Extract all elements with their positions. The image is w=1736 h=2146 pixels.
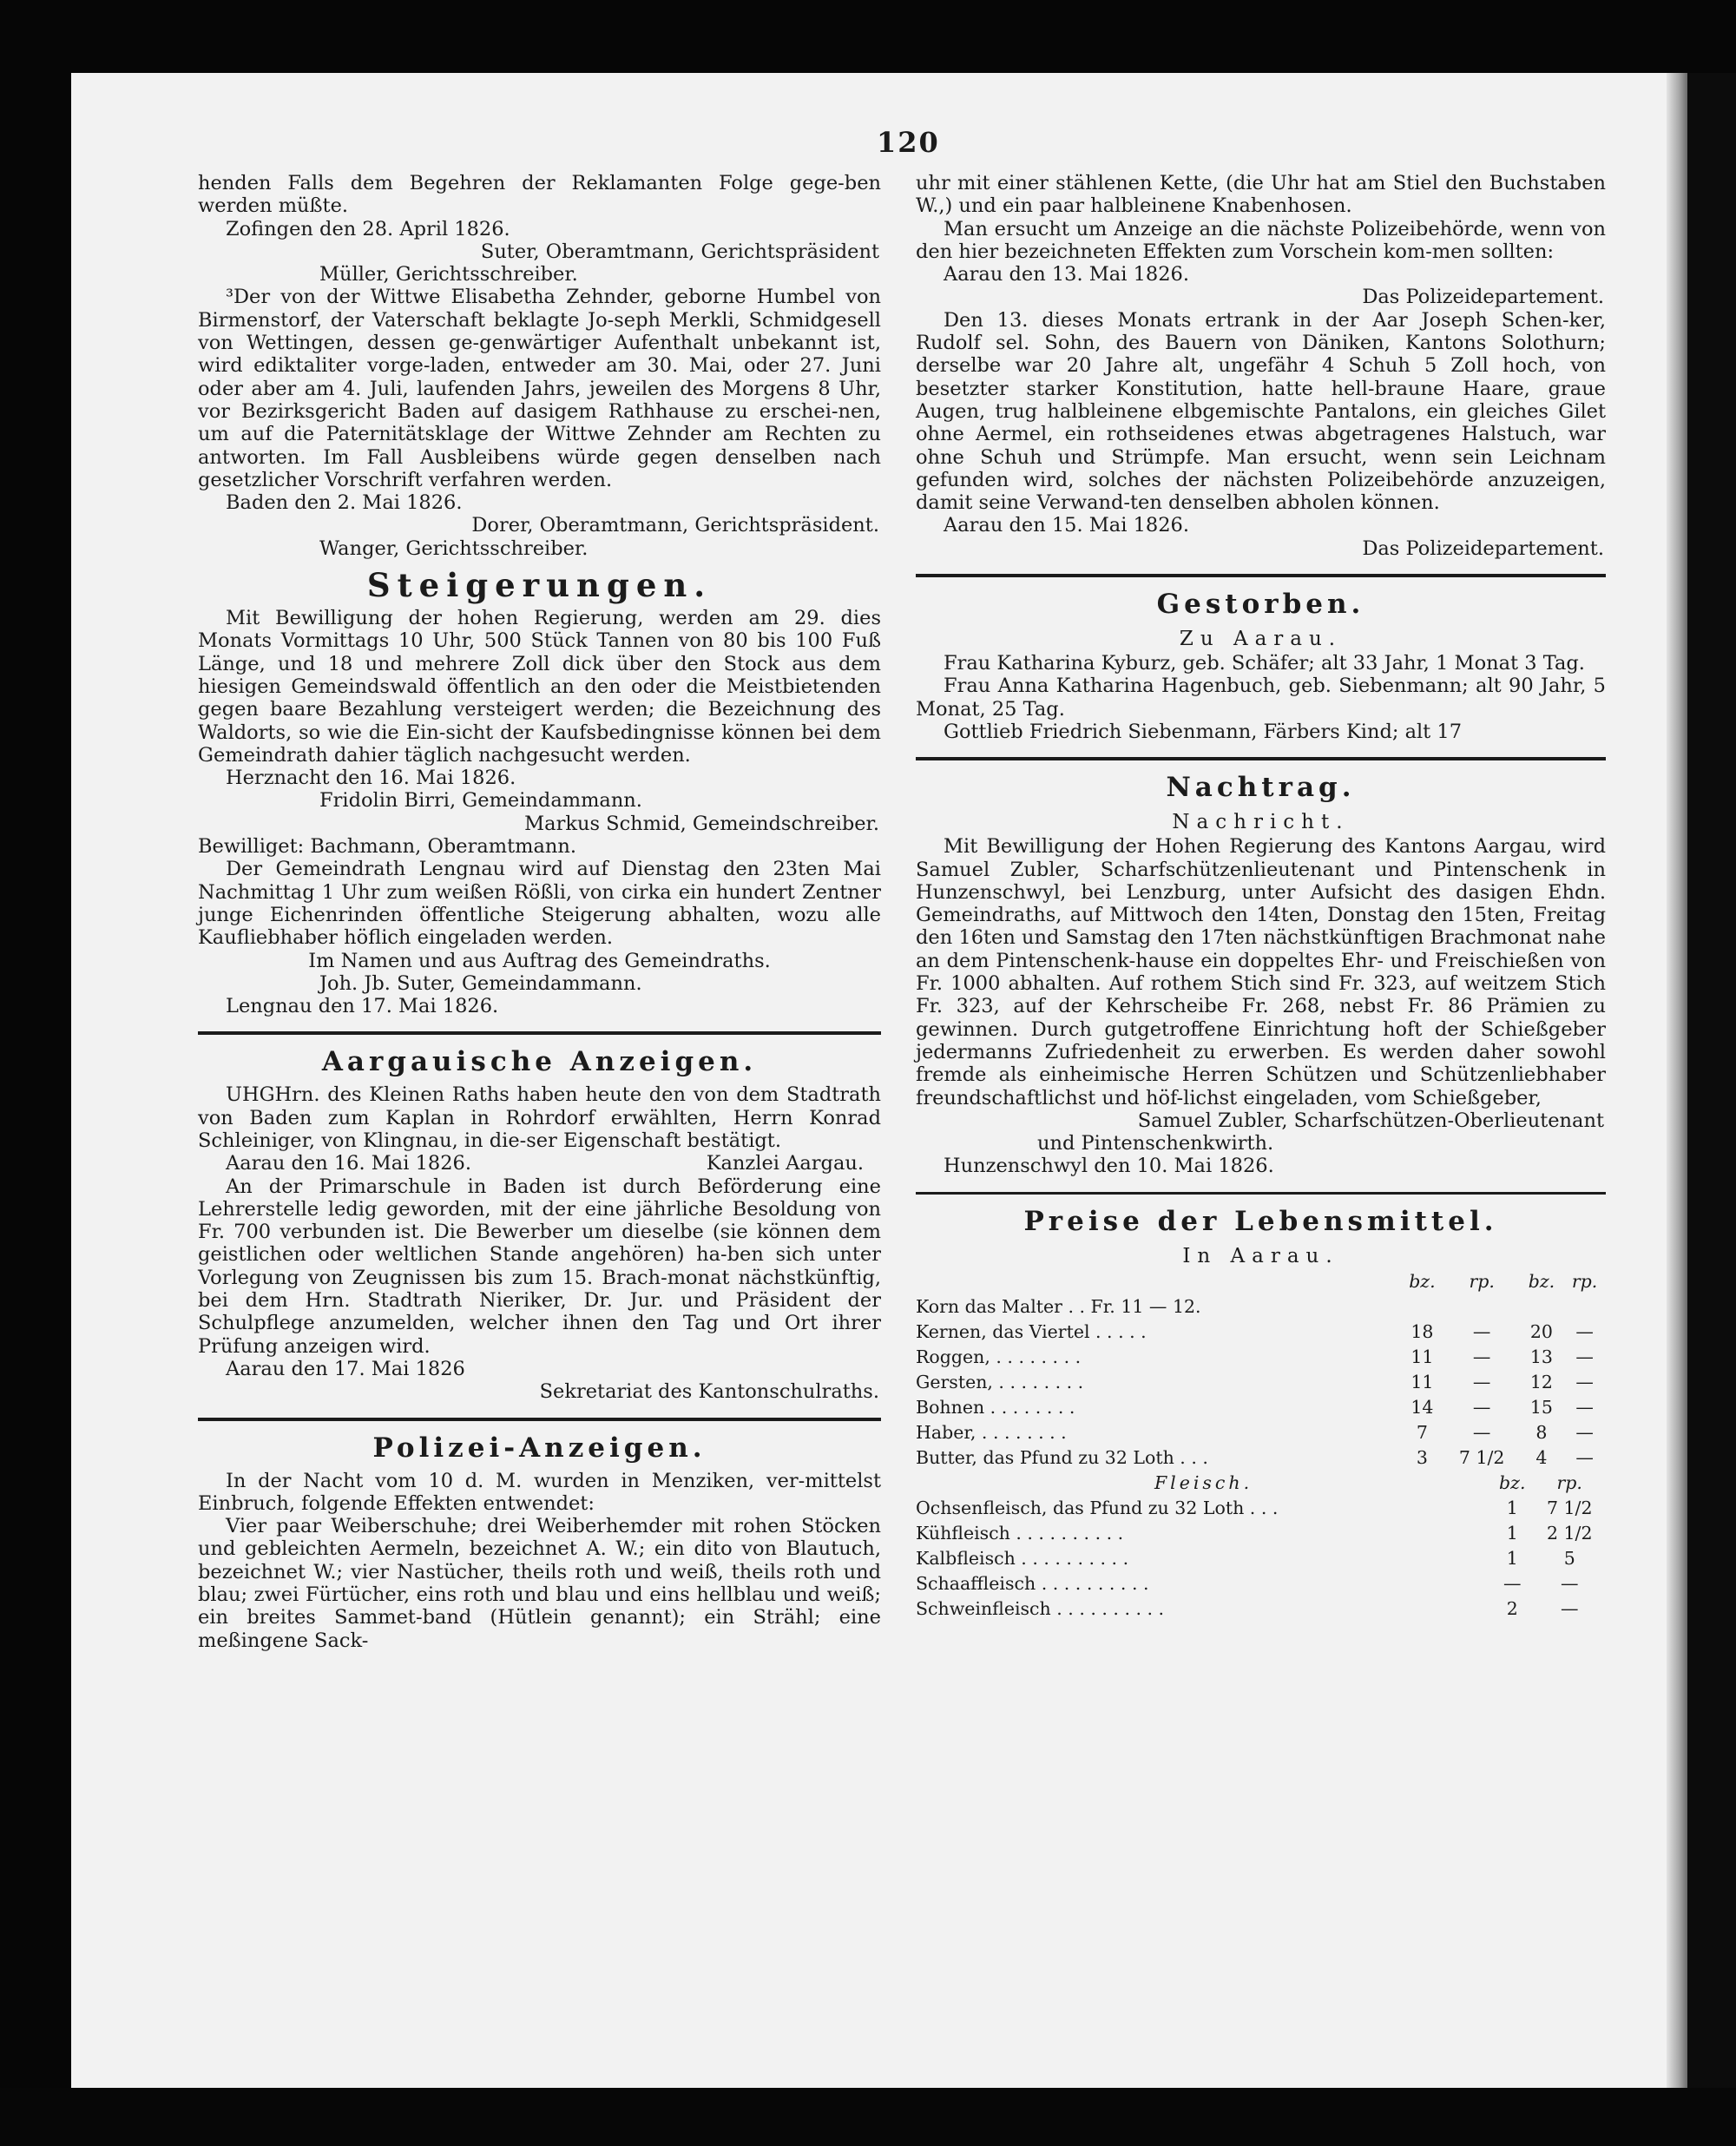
signature: Markus Schmid, Gemeindschreiber. [524,812,879,835]
death-notice: Frau Katharina Kyburz, geb. Schäfer; alt 33 Jahr, 1 Monat 3 Tag. [944,652,1585,675]
table-row [916,1445,1606,1471]
paragraph: uhr mit einer stählenen Kette, (die Uhr hat am Stiel den Buchstaben W.,) und ein paar halbleinene Knabenhosen. [916,172,1606,218]
signature: Müller, Gerichtsschreiber. [319,263,578,286]
page-fold-shadow [1667,73,1687,2088]
table-cell [1400,1294,1443,1320]
paragraph: henden Falls dem Begehren der Reklamanten Folge gege-ben werden müßte. [198,172,881,218]
table-cell: Butter, das Pfund zu 32 Loth . . . [916,1446,1208,1468]
table-cell: — [1472,1421,1491,1443]
table-cell: — [1503,1572,1522,1594]
subheading: Zu Aarau. [1179,628,1343,651]
table-cell: 4 [1535,1446,1548,1468]
paragraph: UHGHrn. des Kleinen Raths haben heute den von dem Stadtrath von Baden zum Kaplan in Rohrdorf erwählten, Herrn Konrad Schleiniger, von Klingnau, in die-ser Eigenschaft bestätigt. [198,1083,881,1152]
table-cell: 18 [1410,1320,1434,1342]
table-cell: — [1472,1371,1491,1392]
table-cell: — [1575,1371,1594,1392]
table-cell: Ochsenfleisch, das Pfund zu 32 Loth . . . [916,1497,1279,1518]
table-cell: 1 [1506,1497,1518,1518]
table-row [916,1294,1606,1320]
scan-border-bottom [0,2088,1736,2146]
section-heading-polizei-anzeigen: Polizei-Anzeigen. [372,1432,707,1464]
table-header-cell: bz. [1499,1471,1526,1493]
table-row [916,1420,1606,1445]
table-cell: 8 [1535,1421,1548,1443]
table-row [916,1596,1606,1622]
signature: Im Namen und aus Auftrag des Gemeindraths. [308,949,771,972]
signature: Das Polizeidepartement. [1362,286,1604,309]
paragraph: Mit Bewilligung der Hohen Regierung des Kantons Aargau, wird Samuel Zubler, Scharfschützenlieutenant und Pintenschenk in Hunzenschwyl, bei Lenzburg, unter Aufsicht des dasigen Ehdn. Gemeindraths, auf Mittwoch den 14ten, Donstag den 15ten, Freitag den 16ten und Samstag den 17ten nächstkünftigen Brachmonat nahe an dem Pintenschenk-hause ein doppeltes Ehr- und Freischießen von Fr. 1000 abhalten. Auf rothem Stich sind Fr. 323, auf weitzem Stich Fr. 323, auf der Kehrscheibe Fr. 268, nebst Fr. 86 Prämien zu gewinnen. Durch gutgetroffene Einrichtung hoft der Schießgeber jedermanns Zufriedenheit zu erwerben. Es werden daher sowohl fremde als einheimische Herren Schützen und Schützenliebhaber freundschaftlichst und höf-lichst eingeladen, vom Schießgeber, [916,835,1606,1109]
date-line: Aarau den 15. Mai 1826. [944,514,1189,537]
table-cell: 7 1/2 [1546,1497,1593,1518]
signature: Joh. Jb. Suter, Gemeindammann. [319,971,642,995]
table-row [916,1345,1606,1370]
table-cell: Roggen, . . . . . . . . [916,1346,1082,1367]
subheading: In Aarau. [1182,1244,1339,1267]
date-line: Lengnau den 17. Mai 1826. [226,995,499,1018]
date-line: Herznacht den 16. Mai 1826. [226,767,516,790]
signature: Kanzlei Aargau. [706,1152,864,1175]
table-cell [1520,1294,1563,1320]
page-number: 120 [877,126,940,159]
date-line: Zofingen den 28. April 1826. [226,217,510,240]
table-cell: — [1560,1572,1579,1594]
table-cell: — [1575,1320,1594,1342]
paragraph: Den 13. dieses Monats ertrank in der Aar Joseph Schen-ker, Rudolf sel. Sohn, des Bauern von Däniken, Kantons Solothurn; derselbe war 20 Jahre alt, ungefähr 4 Schuh 5 Zoll hoch, von besetzter starker Konstitution, hatte hell-braune Haare, graue Augen, trug halbleinene elbgemischte Pantalons, ein gleiches Gilet ohne Aermel, ein rothseidenes etwas abgetragenes Halstuch, war ohne Schuh und Strümpfe. Man ersucht, wenn sein Leichnam gefunden wird, solches der nächsten Polizeibehörde anzuzeigen, damit seine Verwand-ten denselben abholen können. [916,308,1606,515]
table-cell: Schaaffleisch . . . . . . . . . . [916,1572,1149,1594]
signature: Bewilliget: Bachmann, Oberamtmann. [198,835,577,859]
table-cell: 11 [1410,1346,1434,1367]
table-row [916,1370,1606,1395]
table-cell: Schweinfleisch . . . . . . . . . . [916,1597,1165,1619]
table-cell: — [1472,1396,1491,1418]
table-cell: 11 [1410,1371,1434,1392]
table-header-cell: rp. [1556,1471,1582,1493]
table-cell: 15 [1529,1396,1553,1418]
signature: Das Polizeidepartement. [1362,536,1604,560]
death-notice: Gottlieb Friedrich Siebenmann, Färbers Kind; alt 17 [944,720,1463,743]
table-cell [1563,1294,1606,1320]
scan-border-top [0,0,1736,73]
paragraph: Der Gemeindrath Lengnau wird auf Dienstag den 23ten Mai Nachmittag 1 Uhr zum weißen Rößli, von cirka ein hundert Zentner junge Eichenrinden öffentliche Steigerung abhalten, wozu alle Kaufliebhaber höflich eingeladen werden. [198,858,881,950]
table-cell: Haber, . . . . . . . . [916,1421,1067,1443]
date-line: Aarau den 17. Mai 1826 [226,1357,465,1380]
subheading: Nachricht. [1172,811,1350,834]
right-column [916,172,1606,1622]
table-header-row [916,1269,1606,1294]
table-cell: 2 1/2 [1546,1522,1593,1544]
divider [198,1418,881,1421]
divider [916,757,1606,760]
table-row [916,1320,1606,1345]
date-line: Aarau den 13. Mai 1826. [944,263,1189,286]
table-cell: — [1575,1346,1594,1367]
table-cell [1444,1294,1520,1320]
death-notice: Frau Anna Katharina Hagenbuch, geb. Siebenmann; alt 90 Jahr, 5 Monat, 25 Tag. [916,675,1606,721]
table-header-cell: rp. [1469,1270,1495,1292]
table-row [916,1571,1606,1596]
table-cell: — [1575,1446,1594,1468]
table-cell: 5 [1563,1547,1575,1569]
scan-border-left [0,0,71,2146]
section-heading-nachtrag: Nachtrag. [1166,772,1356,804]
table-cell: 2 [1506,1597,1518,1619]
divider [916,1192,1606,1195]
paragraph: Mit Bewilligung der hohen Regierung, werden am 29. dies Monats Vormittags 10 Uhr, 500 Stück Tannen von 80 bis 100 Fuß Länge, und 18 und mehrere Zoll dick über den Stock aus dem hiesigen Gemeindswald öffentlich an den oder die Meistbietenden gegen baare Bezahlung versteigert werden; die Bezeichnung des Waldorts, so wie die Ein-sicht der Kaufsbedingnisse können bei dem Gemeindrath dahier täglich nachgesucht werden. [198,607,881,767]
divider [916,574,1606,577]
table-header-cell: Fleisch. [1154,1471,1253,1493]
table-cell: Korn das Malter . . Fr. 11 — 12. [916,1295,1201,1317]
paragraph: Vier paar Weiberschuhe; drei Weiberhemder mit rohen Stöcken und gebleichten Aermeln, bezeichnet A. W.; ein dito von Blautuch, bezeichnet W.; vier Nastücher, theils roth und weiß, theils roth und blau; zwei Fürtücher, eins roth und blau und eins hellblau und weiß; ein breites Sammet-band (Hütlein genannt); ein Strähl; eine meßingene Sack- [198,1515,881,1652]
signature: Samuel Zubler, Scharfschützen-Oberlieutenant [1137,1109,1604,1132]
table-row [916,1546,1606,1571]
date-line: Hunzenschwyl den 10. Mai 1826. [944,1155,1274,1178]
signature: Sekretariat des Kantonschulraths. [539,1380,879,1404]
section-heading-aargauische-anzeigen: Aargauische Anzeigen. [321,1046,758,1078]
table-cell: 7 [1416,1421,1428,1443]
signature: Dorer, Oberamtmann, Gerichtspräsident. [471,514,879,537]
table-cell: 12 [1529,1371,1553,1392]
table-cell: Bohnen . . . . . . . . [916,1396,1075,1418]
paragraph: Man ersucht um Anzeige an die nächste Polizeibehörde, wenn von den hier bezeichneten Effekten zum Vorschein kom-men sollten: [916,217,1606,263]
table-row [916,1521,1606,1546]
table-cell: — [1560,1597,1579,1619]
table-row [916,1496,1606,1521]
table-header-row [916,1471,1606,1496]
table-cell: Gersten, . . . . . . . . [916,1371,1084,1392]
table-cell: 20 [1529,1320,1553,1342]
table-cell: 14 [1410,1396,1434,1418]
signature: Wanger, Gerichtsschreiber. [319,536,589,560]
table-header-cell: bz. [1409,1270,1436,1292]
table-cell: — [1472,1320,1491,1342]
section-heading-preise: Preise der Lebensmittel. [1023,1205,1498,1237]
table-cell: — [1575,1421,1594,1443]
date-signature-row [198,1152,881,1175]
table-row [916,1395,1606,1420]
table-cell: Kernen, das Viertel . . . . . [916,1320,1147,1342]
grain-price-table [916,1269,1606,1471]
table-header-cell [916,1269,1400,1294]
table-header-cell: rp. [1571,1270,1598,1292]
table-cell: 1 [1506,1522,1518,1544]
table-cell: 3 [1416,1446,1428,1468]
section-heading-steigerungen: Steigerungen. [366,566,713,605]
table-cell: Kühfleisch . . . . . . . . . . [916,1522,1124,1544]
table-cell: — [1575,1396,1594,1418]
table-cell: 7 1/2 [1458,1446,1505,1468]
signature: Fridolin Birri, Gemeindammann. [319,789,642,813]
signature: Suter, Oberamtmann, Gerichtspräsident [480,240,879,263]
paragraph: An der Primarschule in Baden ist durch Beförderung eine Lehrerstelle ledig geworden, mit der eine jährliche Besoldung von Fr. 700 verbunden ist. Die Bewerber um dieselbe (sie können dem geistlichen oder weltlichen Stande angehören) ha-ben sich unter Vorlegung von Zeugnissen bis zum 15. Brach-monat nächstkünftig, bei dem Hrn. Stadtrath Nieriker, Dr. Jur. und Präsident der Schulpflege anzumelden, welcher ihnen den Tag und Ort ihrer Prüfung anzeigen wird. [198,1175,881,1358]
table-cell: Kalbfleisch . . . . . . . . . . [916,1547,1129,1569]
table-header-cell: bz. [1528,1270,1555,1292]
date-line: Baden den 2. Mai 1826. [226,491,463,515]
table-cell: 13 [1529,1346,1553,1367]
meat-price-table [916,1471,1606,1622]
paragraph: ³Der von der Wittwe Elisabetha Zehnder, geborne Humbel von Birmenstorf, der Vaterschaft beklagte Jo-seph Merkli, Schmidgesell von Wettingen, dessen ge-genwärtiger Aufenthalt unbekannt ist, wird ediktaliter vorge-laden, entweder am 30. Mai, oder 27. Juni oder aber am 4. Juli, laufenden Jahrs, jeweilen des Morgens 8 Uhr, vor Bezirksgericht Baden auf dasigem Rathhause zu erschei-nen, um auf die Paternitätsklage der Wittwe Zehnder am Rechten zu antworten. Im Fall Ausbleibens würde gegen denselben nach gesetzlicher Vorschrift verfahren werden. [198,286,881,491]
table-cell: 1 [1506,1547,1518,1569]
divider [198,1031,881,1035]
paragraph: In der Nacht vom 10 d. M. wurden in Menziken, ver-mittelst Einbruch, folgende Effekten entwendet: [198,1469,881,1515]
left-column [198,172,881,1652]
section-heading-gestorben: Gestorben. [1156,589,1365,621]
date-line: Aarau den 16. Mai 1826. [226,1152,471,1175]
signature: und Pintenschenkwirth. [1037,1132,1274,1155]
table-cell: — [1472,1346,1491,1367]
